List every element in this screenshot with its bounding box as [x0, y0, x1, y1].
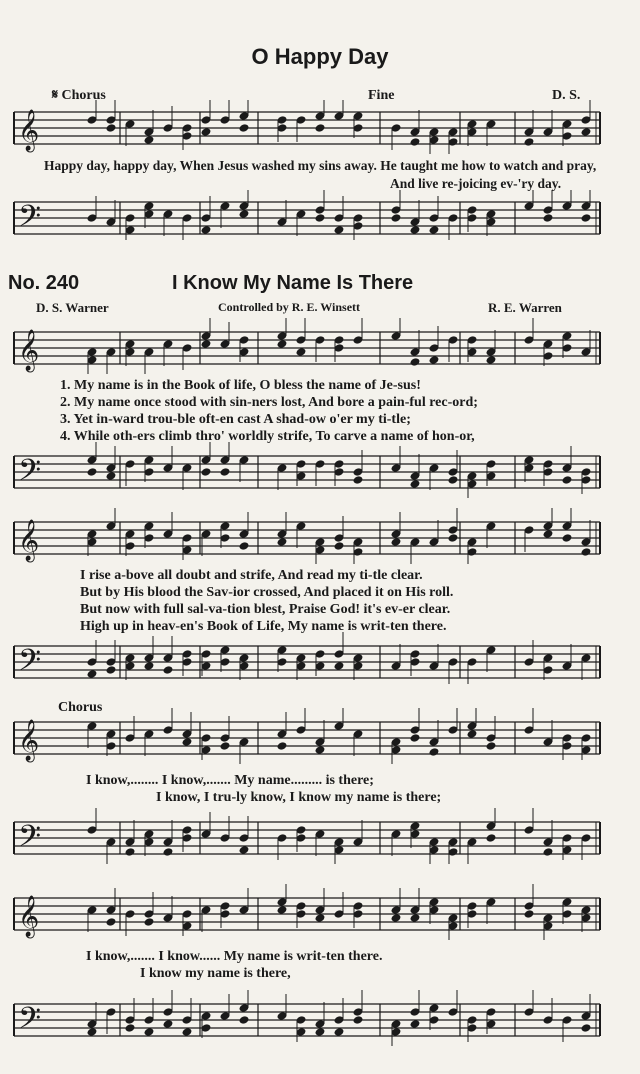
- svg-text:𝄢: 𝄢: [18, 644, 42, 685]
- svg-text:𝄞: 𝄞: [18, 520, 40, 561]
- hymn-number: No. 240: [8, 272, 80, 294]
- system4-treble-staff: [0, 884, 640, 944]
- chorus-a-bottom: I know, I tru-ly know, I know my name is there;: [156, 790, 442, 805]
- ds-label: D. S.: [552, 88, 581, 103]
- verse2-line-a: 2. My name once stood with sin-ners lost, And bore a pain-ful rec-ord;: [60, 395, 478, 410]
- hymn1-treble-staff: [0, 100, 640, 160]
- chorus-label-2: Chorus: [58, 700, 103, 715]
- verse4-line-b: High up in heav-en's Book of Life, My name is writ-ten there.: [80, 619, 447, 634]
- verse2-line-b: But by His blood the Sav-ior crossed, And placed it on His roll.: [80, 585, 454, 600]
- chorus-label: 𝄋 Chorus: [52, 88, 106, 103]
- verse1-line-a: 1. My name is in the Book of life, O bless the name of Je-sus!: [60, 378, 421, 393]
- hymn1-lyric-line2: And live re-joicing ev-'ry day.: [390, 176, 562, 191]
- system3-treble-staff: [0, 708, 640, 768]
- chorus-b-bottom: I know my name is there,: [140, 966, 291, 981]
- svg-text:𝄢: 𝄢: [18, 200, 42, 241]
- verse3-line-b: But now with full sal-va-tion blest, Praise God! it's ev-er clear.: [80, 602, 451, 617]
- svg-text:𝄢: 𝄢: [18, 454, 42, 495]
- svg-text:𝄞: 𝄞: [18, 110, 40, 151]
- system1-bass-staff: [0, 442, 640, 502]
- chorus-a-top: I know,........ I know,....... My name......... is there;: [86, 773, 374, 788]
- composer-left: D. S. Warner: [36, 300, 109, 315]
- hymn-title: O Happy Day: [251, 44, 389, 69]
- verse3-line-a: 3. Yet in-ward trou-ble oft-en cast A shad-ow o'er my ti-tle;: [60, 412, 411, 427]
- composer-right: R. E. Warren: [488, 300, 562, 315]
- system2-bass-staff: [0, 632, 640, 692]
- svg-text:𝄞: 𝄞: [18, 896, 40, 937]
- hymn-title-2: I Know My Name Is There: [172, 272, 414, 294]
- svg-text:𝄞: 𝄞: [18, 330, 40, 371]
- verse4-line-a: 4. While oth-ers climb thro' worldly strife, To carve a name of hon-or,: [60, 429, 475, 444]
- chorus-b-top: I know,....... I know...... My name is writ-ten there.: [86, 949, 383, 964]
- system2-treble-staff: [0, 508, 640, 568]
- system4-bass-staff: [0, 990, 640, 1050]
- svg-text:𝄢: 𝄢: [18, 820, 42, 861]
- fine-label: Fine: [368, 88, 395, 103]
- copyright-note: Controlled by R. E. Winsett: [218, 300, 361, 314]
- verse1-line-b: I rise a-bove all doubt and strife, And read my ti-tle clear.: [80, 568, 423, 583]
- svg-text:𝄞: 𝄞: [18, 720, 40, 761]
- system3-bass-staff: [0, 808, 640, 868]
- system1-treble-staff: [0, 318, 640, 378]
- hymn1-bass-staff: [0, 190, 640, 250]
- svg-text:𝄢: 𝄢: [18, 1002, 42, 1043]
- hymn1-lyric-line1: Happy day, happy day, When Jesus washed my sins away. He taught me how to watch and pray,: [44, 158, 597, 173]
